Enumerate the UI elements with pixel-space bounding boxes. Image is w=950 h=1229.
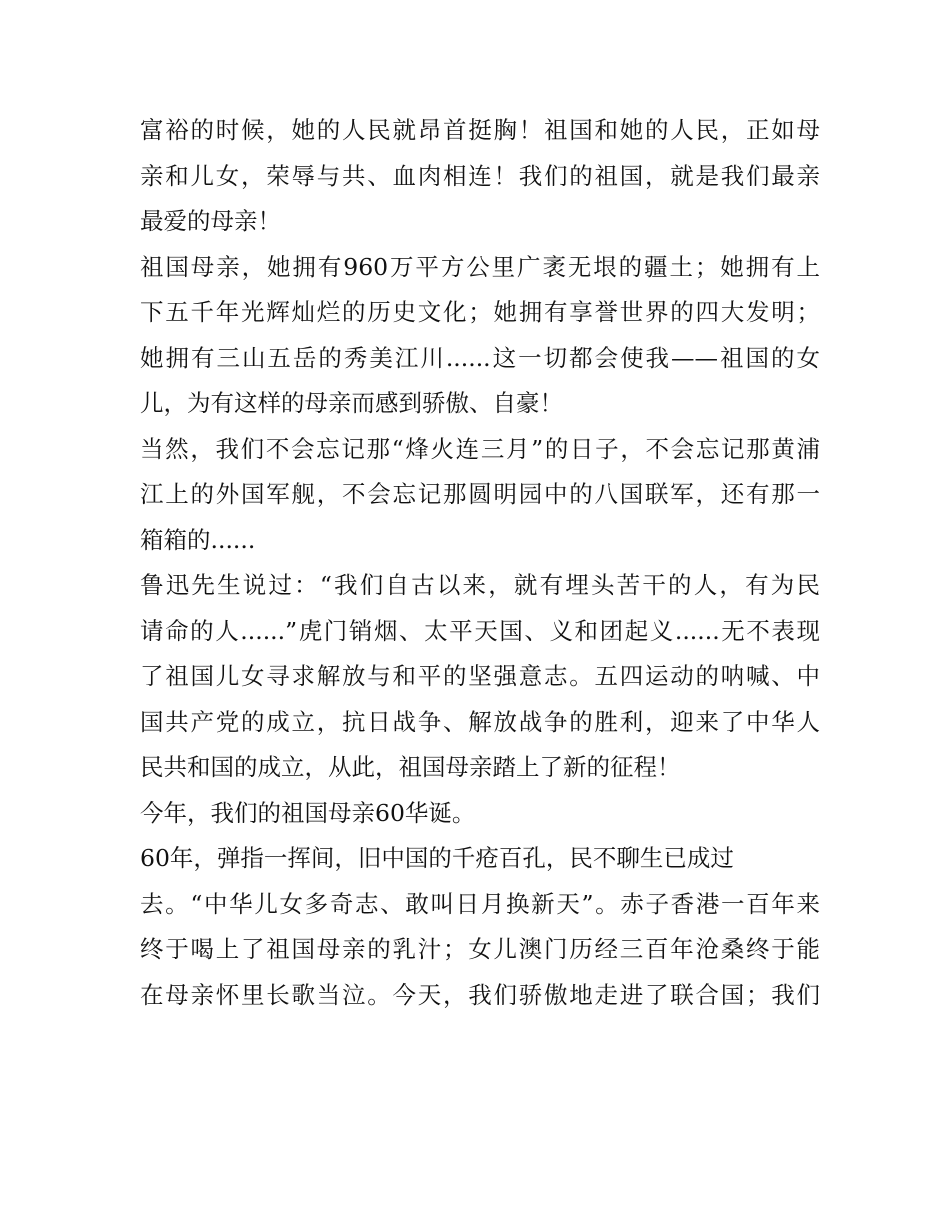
text-line: 民共和国的成立，从此，祖国母亲踏上了新的征程！: [140, 753, 681, 781]
text-line: 儿，为有这样的母亲而感到骄傲、自豪！: [140, 389, 563, 417]
text-line: 当然，我们不会忘记那“烽火连三月”的日子，不会忘记那黄浦: [140, 434, 820, 463]
text-line: 下五千年光辉灿烂的历史文化；她拥有享誉世界的四大发明；: [140, 298, 820, 326]
text-line: 富裕的时候，她的人民就昂首挺胸！祖国和她的人民，正如母: [140, 116, 820, 144]
text-line: 去。“中华儿女多奇志、敢叫日月换新天”。赤子香港一百年来: [140, 889, 820, 918]
text-line: 在母亲怀里长歌当泣。今天，我们骄傲地走进了联合国；我们: [140, 980, 820, 1009]
text-line: 箱箱的......: [140, 525, 256, 554]
text-line: 终于喝上了祖国母亲的乳汁；女儿澳门历经三百年沧桑终于能: [140, 935, 820, 963]
text-line: 今年，我们的祖国母亲60华诞。: [140, 798, 476, 827]
text-line: 她拥有三山五岳的秀美江川......这一切都会使我——祖国的女: [140, 343, 820, 372]
text-line: 最爱的母亲！: [140, 207, 281, 235]
document-body: [140, 108, 820, 1018]
text-line: 鲁迅先生说过：“我们自古以来，就有埋头苦干的人，有为民: [140, 571, 820, 599]
text-line: 亲和儿女，荣辱与共、血肉相连！我们的祖国，就是我们最亲: [140, 161, 820, 190]
text-line: 祖国母亲，她拥有960万平方公里广袤无垠的疆土；她拥有上: [140, 252, 820, 281]
text-line: 国共产党的成立，抗日战争、解放战争的胜利，迎来了中华人: [140, 707, 820, 736]
text-line: 了祖国儿女寻求解放与和平的坚强意志。五四运动的呐喊、中: [140, 662, 820, 690]
text-line: 江上的外国军舰，不会忘记那圆明园中的八国联军，还有那一: [140, 480, 820, 508]
text-line: 请命的人......”虎门销烟、太平天国、义和团起义......无不表现: [140, 616, 820, 645]
text-line: 60年，弹指一挥间，旧中国的千疮百孔，民不聊生已成过: [140, 844, 734, 872]
